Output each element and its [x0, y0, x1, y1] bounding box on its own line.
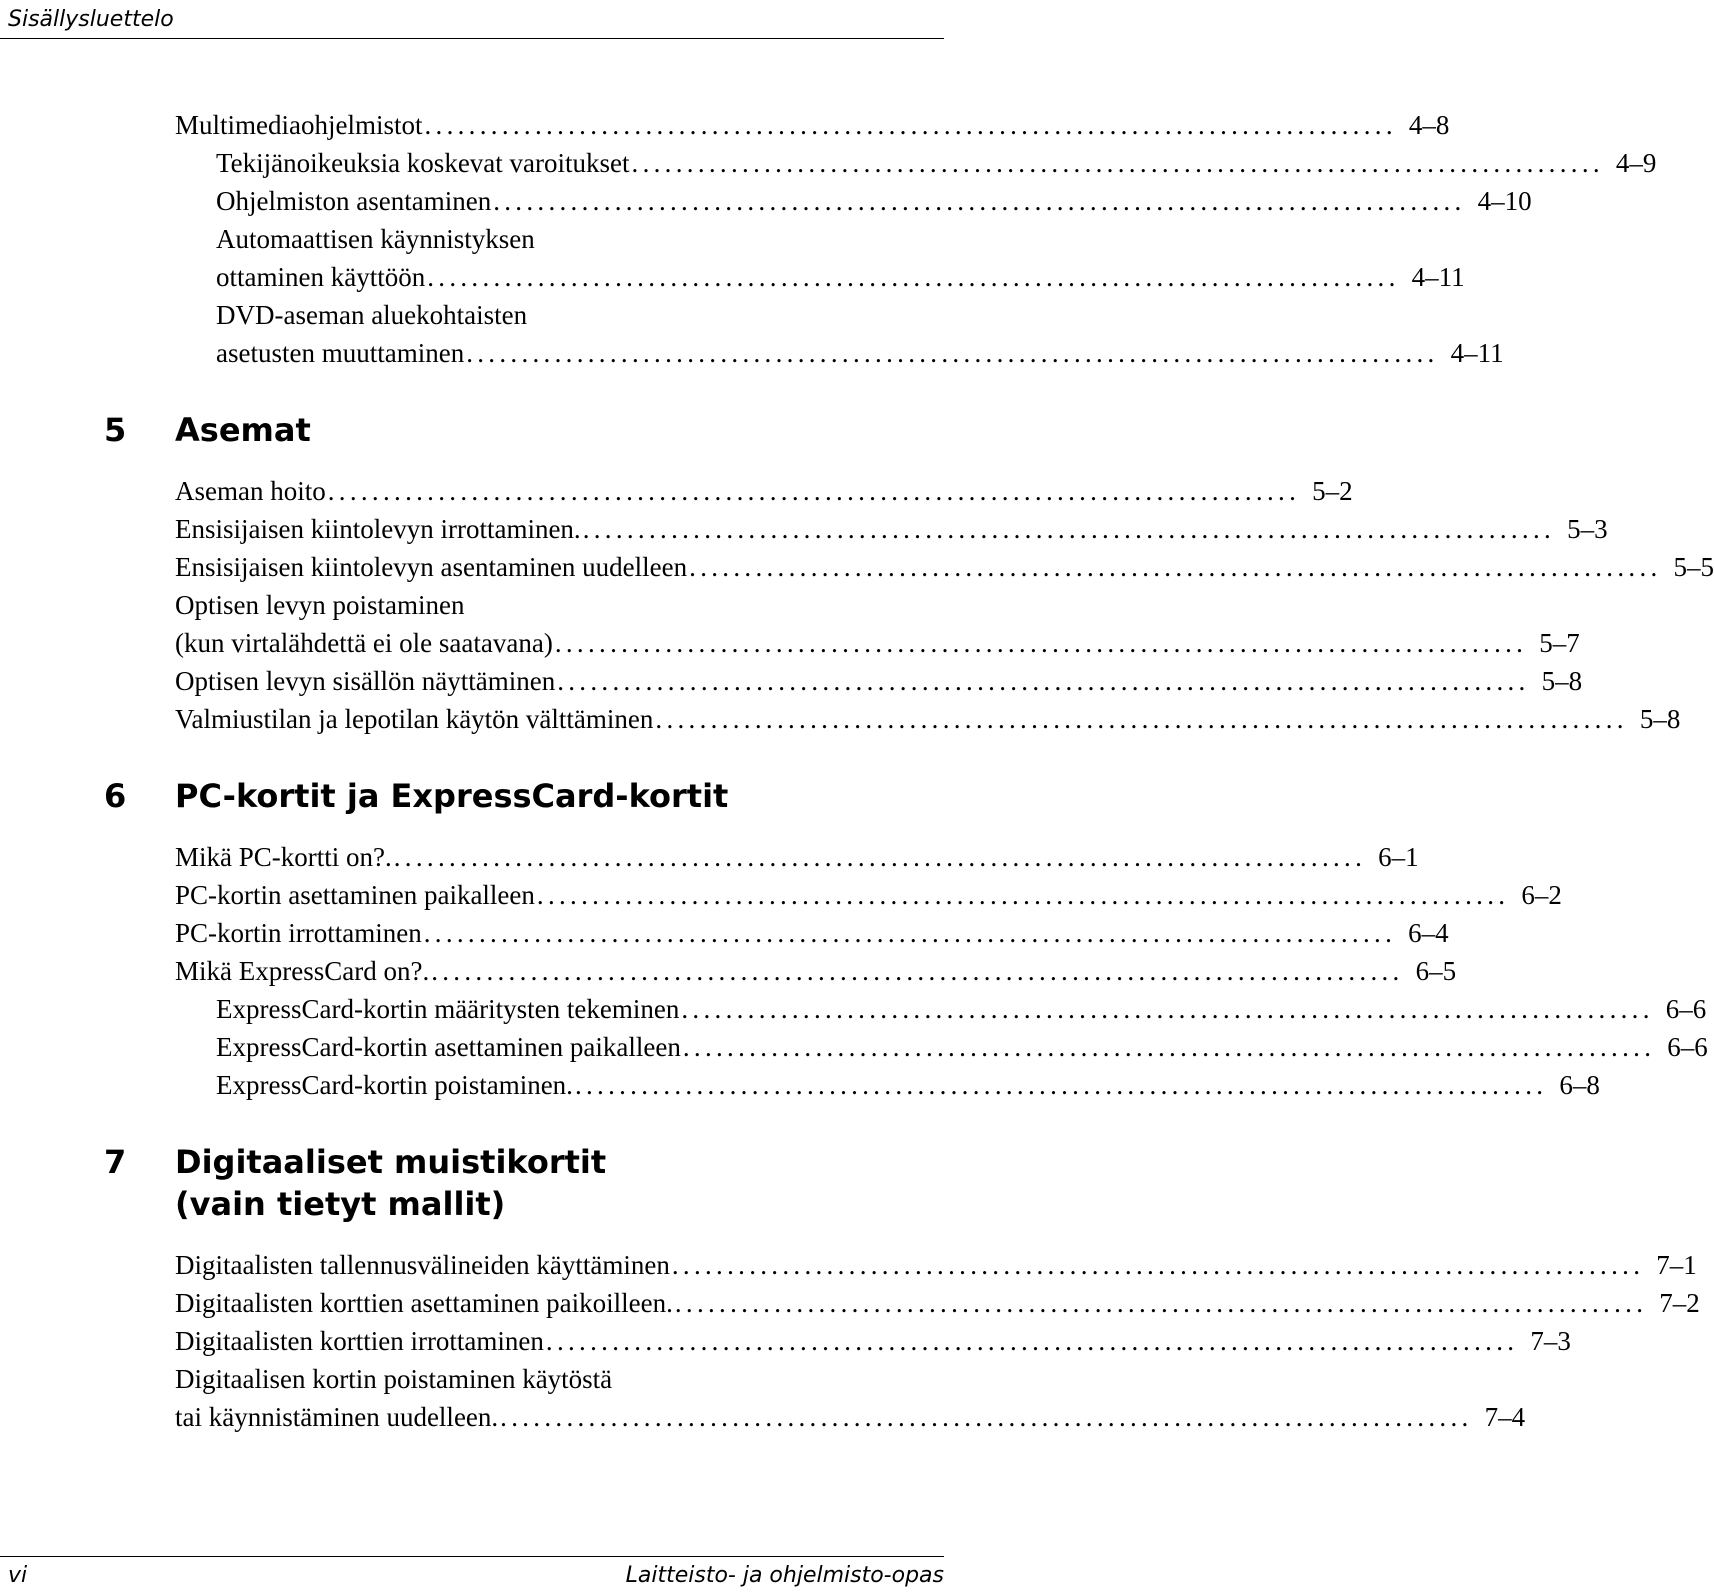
- leader-dots: ........................................................................................: [423, 918, 1397, 948]
- page-number: 6–6: [1665, 994, 1707, 1024]
- toc-entry-tallennusvalineiden[interactable]: Digitaalisten tallennusvälineiden käyttäminen ........................................................................................ 7–1: [175, 1250, 1697, 1280]
- toc-entry-kiintolevyn-asentaminen[interactable]: Ensisijaisen kiintolevyn asentaminen uudelleen ........................................................................................ 5–5: [175, 552, 1714, 582]
- page-number: 5–8: [1541, 666, 1583, 696]
- leader-dots: ........................................................................................: [681, 994, 1654, 1024]
- chapter-7-number: 7: [104, 1143, 127, 1181]
- leader-dots: ........................................................................................: [689, 552, 1662, 582]
- page-number: 6–2: [1521, 880, 1562, 910]
- footer-page-number: vi: [8, 1563, 28, 1588]
- toc-entry-optisen-poistaminen[interactable]: (kun virtalähdettä ei ole saatavana) ........................................................................................ 5–7: [175, 628, 1580, 658]
- toc-entry-pc-kortin-irrottaminen[interactable]: PC-kortin irrottaminen ........................................................................................ 6–4: [175, 918, 1449, 948]
- toc-entry-mika-pc-kortti[interactable]: Mikä PC-kortti on?. ........................................................................................ 6–1: [175, 842, 1419, 872]
- page-number: 5–8: [1639, 704, 1681, 734]
- toc-entry-tekijanoikeus[interactable]: Tekijänoikeuksia koskevat varoitukset ........................................................................................ 4–9: [216, 148, 1657, 178]
- toc-entry-kortin-poistaminen-line1: Digitaalisen kortin poistaminen käytöstä: [175, 1364, 613, 1394]
- toc-entry-expresscard-poistaminen[interactable]: ExpressCard-kortin poistaminen. ........................................................................................ 6–8: [216, 1070, 1600, 1100]
- toc-entry-optisen-sisallon[interactable]: Optisen levyn sisällön näyttäminen ........................................................................................ 5–8: [175, 666, 1583, 696]
- toc-entry-korttien-asettaminen[interactable]: Digitaalisten korttien asettaminen paikoilleen. ........................................................................................ 7–2: [175, 1288, 1700, 1318]
- toc-entry-expresscard-maaritysten[interactable]: ExpressCard-kortin määritysten tekeminen ........................................................................................ 6–6: [216, 994, 1707, 1024]
- toc-entry-mika-expresscard[interactable]: Mikä ExpressCard on?. ........................................................................................ 6–5: [175, 956, 1457, 986]
- leader-dots: ........................................................................................: [554, 628, 1528, 658]
- page-number: 7–3: [1530, 1326, 1571, 1356]
- chapter-7-title-line1[interactable]: Digitaaliset muistikortit: [175, 1143, 607, 1181]
- page-number: 4–8: [1408, 110, 1450, 140]
- page-number: 5–7: [1539, 628, 1580, 658]
- toc-entry-valmiustilan[interactable]: Valmiustilan ja lepotilan käytön välttäminen ........................................................................................ 5–8: [175, 704, 1681, 734]
- page-number: 7–1: [1656, 1250, 1697, 1280]
- toc-entry-pc-kortin-asettaminen[interactable]: PC-kortin asettaminen paikalleen ........................................................................................ 6–2: [175, 880, 1562, 910]
- leader-dots: ........................................................................................: [431, 956, 1404, 986]
- running-header: Sisällysluettelo: [8, 7, 174, 32]
- footer-rule: [0, 1556, 944, 1557]
- page-number: 6–4: [1408, 918, 1449, 948]
- leader-dots: ........................................................................................: [574, 1070, 1548, 1100]
- chapter-5-title[interactable]: Asemat: [175, 411, 311, 449]
- header-rule: [0, 38, 944, 39]
- footer-book-title: Laitteisto- ja ohjelmisto-opas: [625, 1563, 944, 1588]
- leader-dots: ........................................................................................: [682, 1032, 1656, 1062]
- leader-dots: ........................................................................................: [493, 186, 1466, 216]
- toc-entry-automaattisen-line1: Automaattisen käynnistyksen: [216, 224, 535, 254]
- page-number: 7–2: [1659, 1288, 1700, 1318]
- toc-entry-optisen-poistaminen-line1: Optisen levyn poistaminen: [175, 590, 465, 620]
- leader-dots: ........................................................................................: [427, 262, 1400, 292]
- leader-dots: ........................................................................................: [466, 338, 1439, 368]
- chapter-6-number: 6: [104, 777, 127, 815]
- leader-dots: ........................................................................................: [631, 148, 1604, 178]
- leader-dots: ........................................................................................: [327, 476, 1301, 506]
- toc-entry-ohjelmiston-asentaminen[interactable]: Ohjelmiston asentaminen ........................................................................................ 4–10: [216, 186, 1532, 216]
- leader-dots: ........................................................................................: [424, 110, 1397, 140]
- toc-entry-kiintolevyn-irrottaminen[interactable]: Ensisijaisen kiintolevyn irrottaminen. ........................................................................................ 5–3: [175, 514, 1608, 544]
- chapter-6-title[interactable]: PC-kortit ja ExpressCard-kortit: [175, 777, 729, 815]
- leader-dots: ........................................................................................: [500, 1402, 1473, 1432]
- page-number: 5–3: [1567, 514, 1608, 544]
- page-number: 6–8: [1559, 1070, 1600, 1100]
- toc-entry-aseman-hoito[interactable]: Aseman hoito ........................................................................................ 5–2: [175, 476, 1353, 506]
- page-number: 6–6: [1667, 1032, 1708, 1062]
- toc-entry-automaattisen[interactable]: ottaminen käyttöön ........................................................................................ 4–11: [216, 262, 1465, 292]
- page-number: 5–5: [1673, 552, 1714, 582]
- page-number: 7–4: [1484, 1402, 1526, 1432]
- page-number: 4–11: [1411, 262, 1465, 292]
- leader-dots: ........................................................................................: [536, 880, 1510, 910]
- page-number: 5–2: [1312, 476, 1353, 506]
- page-number: 4–10: [1477, 186, 1532, 216]
- leader-dots: ........................................................................................: [545, 1326, 1519, 1356]
- toc-entry-korttien-irrottaminen[interactable]: Digitaalisten korttien irrottaminen ........................................................................................ 7–3: [175, 1326, 1571, 1356]
- page-number: 6–1: [1378, 842, 1419, 872]
- leader-dots: ........................................................................................: [393, 842, 1367, 872]
- leader-dots: ........................................................................................: [674, 1288, 1648, 1318]
- chapter-7-title-line2[interactable]: (vain tietyt mallit): [175, 1185, 506, 1223]
- leader-dots: ........................................................................................: [582, 514, 1556, 544]
- leader-dots: ........................................................................................: [655, 704, 1628, 734]
- page-number: 6–5: [1415, 956, 1457, 986]
- toc-entry-multimediaohjelmistot[interactable]: Multimediaohjelmistot ........................................................................................ 4–8: [175, 110, 1450, 140]
- toc-entry-dvd-line1: DVD-aseman aluekohtaisten: [216, 300, 528, 330]
- page-number: 4–11: [1450, 338, 1504, 368]
- toc-entry-dvd-aseman[interactable]: asetusten muuttaminen ........................................................................................ 4–11: [216, 338, 1504, 368]
- leader-dots: ........................................................................................: [557, 666, 1530, 696]
- page-number: 4–9: [1615, 148, 1657, 178]
- toc-entry-kortin-poistaminen[interactable]: tai käynnistäminen uudelleen. ........................................................................................ 7–4: [175, 1402, 1526, 1432]
- leader-dots: ........................................................................................: [671, 1250, 1645, 1280]
- chapter-5-number: 5: [104, 411, 127, 449]
- toc-entry-expresscard-asettaminen[interactable]: ExpressCard-kortin asettaminen paikalleen ........................................................................................ 6–6: [216, 1032, 1708, 1062]
